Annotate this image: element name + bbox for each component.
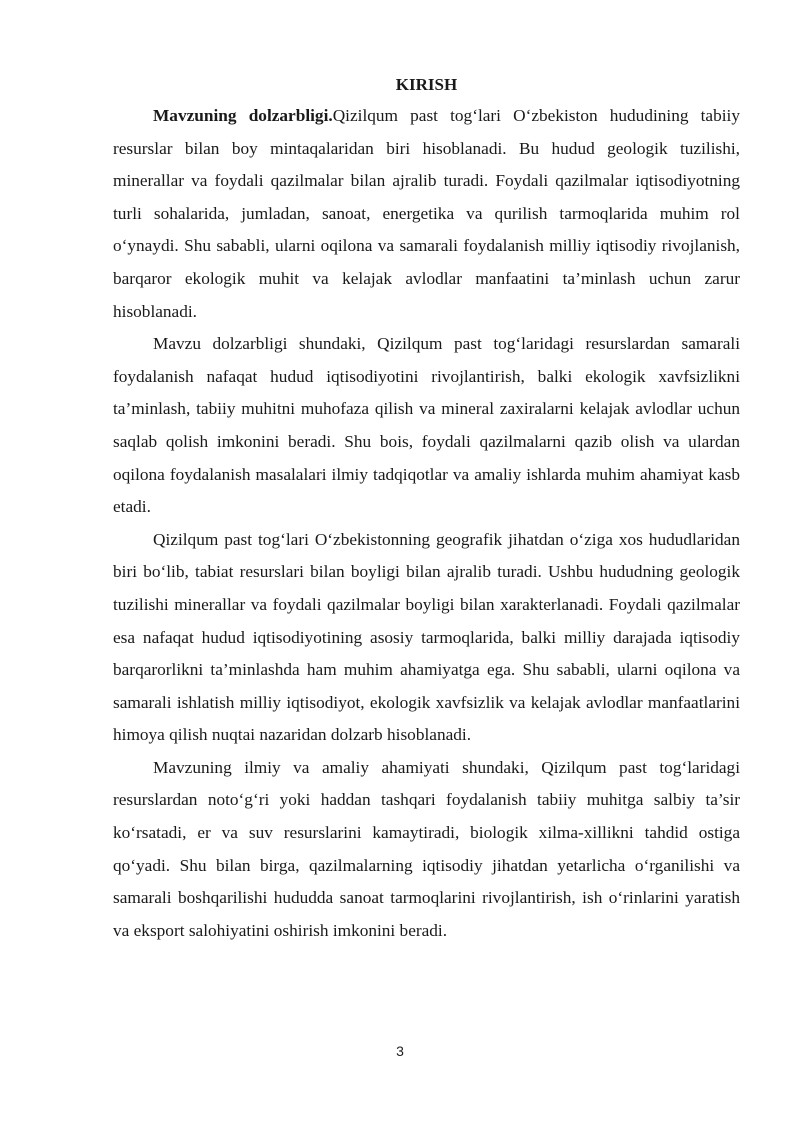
paragraph-text: Qizilqum past tog‘lari O‘zbekiston hududining tabiiy resurslar bilan boy mintaqalaridan biri hisoblanadi. Bu hudud geologik tuzilishi, minerallar va foydali qazilmalar bilan ajralib turadi. Foydali qazilmalar iqtisodiyotning turli sohalarida, jumladan, sanoat, energetika va qurilish tarmoqlarida muhim rol o‘ynaydi. Shu sababli, ularni oqilona va samarali foydalanish milliy iqtisodiy rivojlanish, barqaror ekologik muhit va kelajak avlodlar manfaatini ta’minlash uchun zarur hisoblanadi. <box>113 106 740 321</box>
paragraph-topic-relevance: Mavzu dolzarbligi shundaki, Qizilqum past tog‘laridagi resurslardan samarali foydalanish nafaqat hudud iqtisodiyotini rivojlantirish, balki ekologik xavfsizlikni ta’minlash, tabiiy muhitni muhofaza qilish va mineral zaxiralarni kelajak avlodlar uchun saqlab qolish imkonini beradi. Shu bois, foydali qazilmalarni qazib olish va ulardan oqilona foydalanish masalalari ilmiy tadqiqotlar va amaliy ishlarda muhim ahamiyat kasb etadi. <box>113 334 740 517</box>
document-page <box>113 72 740 947</box>
paragraph-significance: Mavzuning ilmiy va amaliy ahamiyati shundaki, Qizilqum past tog‘laridagi resurslardan noto‘g‘ri yoki haddan tashqari foydalanish tabiiy muhitga salbiy ta’sir ko‘rsatadi, er va suv resurslarini kamaytiradi, biologik xilma-xillikni tahdid ostiga qo‘yadi. Shu bilan birga, qazilmalarning iqtisodiy jihatdan yetarlicha o‘rganilishi va samarali boshqarilishi hududda sanoat tarmoqlarini rivojlantirish, ish o‘rinlarini yaratish va eksport salohiyatini oshirish imkonini beradi. <box>113 757 740 940</box>
paragraph-relevance <box>113 100 740 328</box>
section-heading: KIRISH <box>395 75 458 94</box>
paragraph-geography: Qizilqum past tog‘lari O‘zbekistonning geografik jihatdan o‘ziga xos hududlaridan biri bo‘lib, tabiat resurslari bilan boyligi bilan ajralib turadi. Ushbu hududning geologik tuzilishi minerallar va foydali qazilmalar boyligi bilan xarakterlanadi. Foydali qazilmalar esa nafaqat hudud iqtisodiyotining asosiy tarmoqlarida, balki milliy darajada iqtisodiy barqarorlikni ta’minlashda ham muhim ahamiyatga ega. Shu sababli, ularni oqilona va samarali ishlatish milliy iqtisodiyot, ekologik xavfsizlik va kelajak avlodlar manfaatlarini himoya qilish nuqtai nazaridan dolzarb hisoblanadi. <box>113 529 740 745</box>
paragraph-lead: Mavzuning dolzarbligi. <box>153 106 333 125</box>
page-number: 3 <box>396 1043 404 1059</box>
